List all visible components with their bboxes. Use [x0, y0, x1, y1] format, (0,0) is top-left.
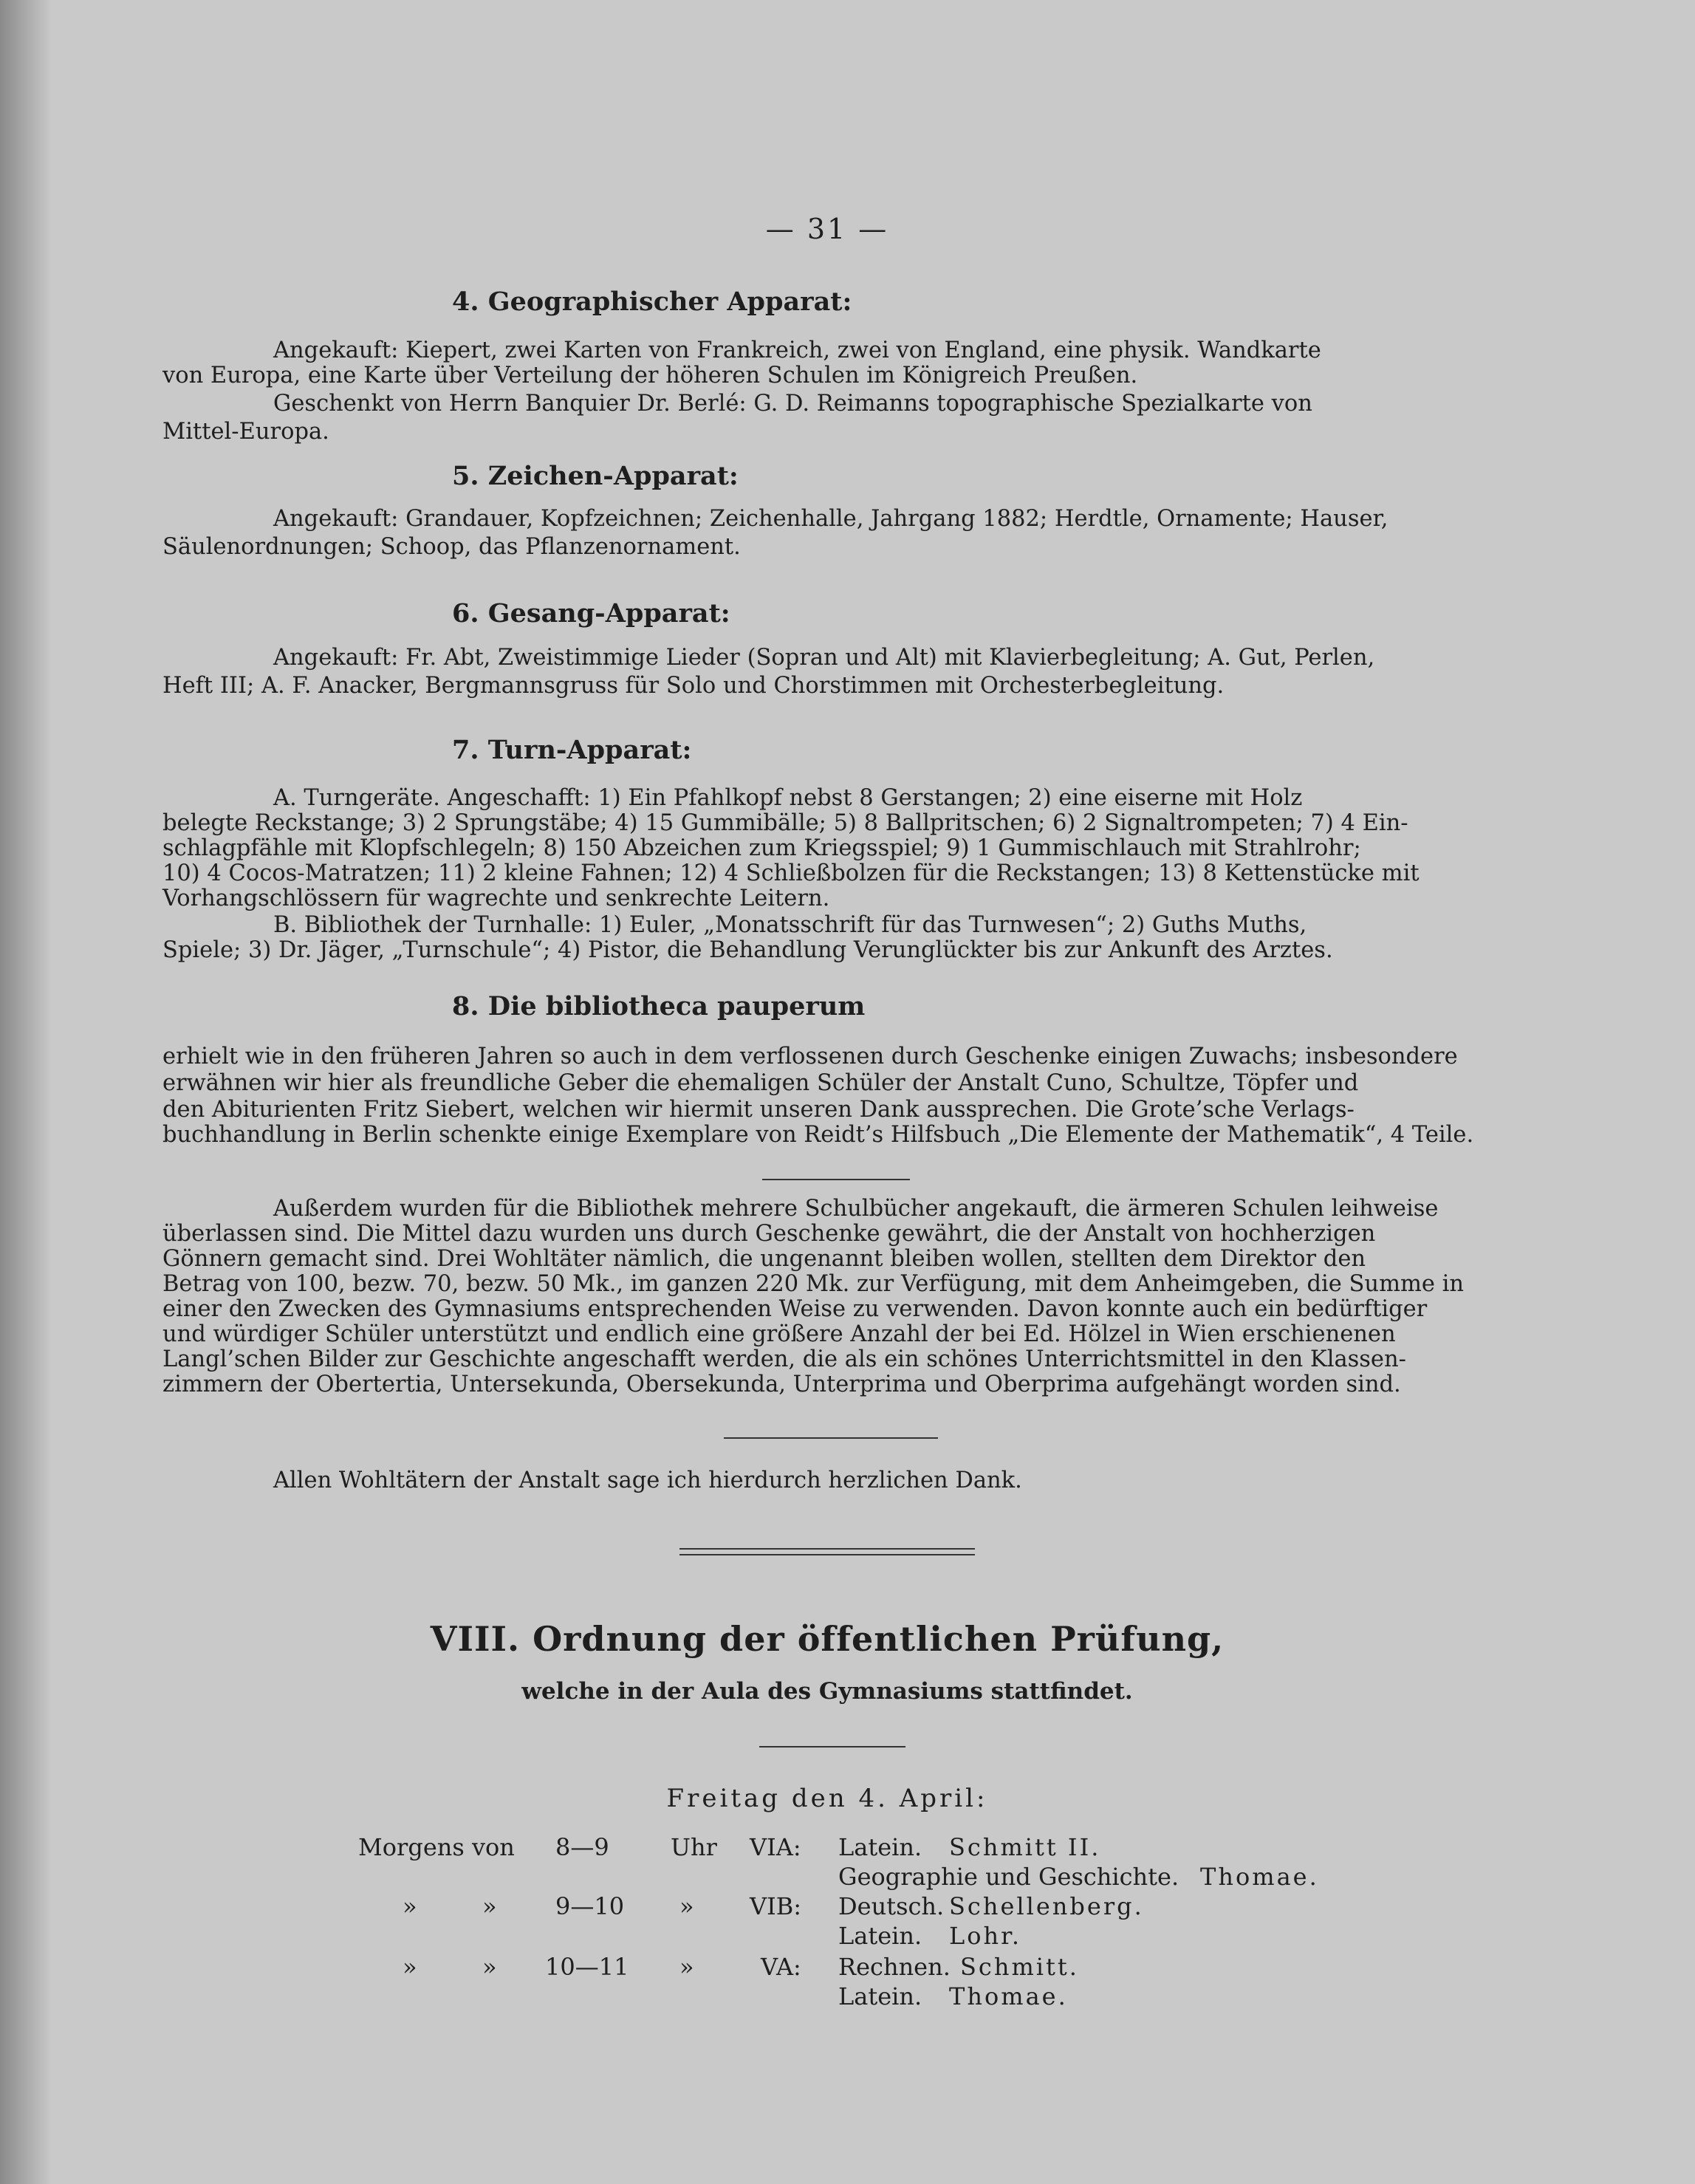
schedule-unit: »	[679, 1953, 694, 1981]
schedule-teacher: Schellenberg.	[949, 1892, 1144, 1920]
chapter-double-rule	[679, 1548, 975, 1555]
donation-line-8: zimmern der Obertertia, Untersekunda, Obersekunda, Unterprima und Oberprima aufgehängt worden sind.	[162, 1372, 1401, 1397]
schedule-row	[148, 1892, 1507, 1922]
page-edge-shadow	[0, 0, 52, 2184]
section-heading-turn-apparat: 7. Turn-Apparat:	[452, 735, 692, 765]
schedule-subject: Latein.	[838, 1833, 922, 1861]
donation-line-4: Betrag von 100, bezw. 70, bezw. 50 Mk., im ganzen 220 Mk. zur Verfügung, mit dem Anheimgeben, die Summe in	[162, 1271, 1465, 1297]
schedule-time: 9—10	[555, 1892, 625, 1920]
chapter-subtitle: welche in der Aula des Gymnasiums stattfindet.	[521, 1678, 1133, 1705]
donation-line-6: und würdiger Schüler unterstützt und endlich eine größere Anzahl der bei Ed. Hölzel in Wien erschienenen	[162, 1321, 1396, 1347]
schedule-subject: Geographie und Geschichte.	[838, 1863, 1179, 1891]
paragraph-turn-line-3: schlagpfähle mit Klopfschlegeln; 8) 150 Abzeichen zum Kriegsspiel; 9) 1 Gummischlauch mit Strahlrohr;	[162, 835, 1361, 861]
schedule-row	[148, 1833, 1507, 1863]
donation-line-5: einer den Zwecken des Gymnasiums entsprechenden Weise zu verwenden. Davon konnte auch ein bedürftiger	[162, 1296, 1428, 1322]
paragraph-geo-line-2: von Europa, eine Karte über Verteilung der höheren Schulen im Königreich Preußen.	[162, 363, 1138, 388]
schedule-time: 10—11	[545, 1953, 629, 1981]
schedule-class: VIB:	[750, 1892, 802, 1920]
schedule-class: VIA:	[750, 1833, 801, 1861]
separator-rule	[762, 1179, 910, 1180]
schedule-class: VA:	[761, 1953, 801, 1981]
section-heading-gesang-apparat: 6. Gesang-Apparat:	[452, 598, 730, 629]
schedule-unit: Uhr	[671, 1833, 717, 1861]
paragraph-geo-line-4: Mittel-Europa.	[162, 419, 329, 445]
paragraph-turn-line-5: Vorhangschlössern für wagrechte und senkrechte Leitern.	[162, 886, 830, 911]
paragraph-biblio-line-1: erhielt wie in den früheren Jahren so auch in dem verflossenen durch Geschenke einigen Zuwachs; insbesondere	[162, 1044, 1458, 1069]
paragraph-biblio-line-3: den Abiturienten Fritz Siebert, welchen wir hiermit unseren Dank aussprechen. Die Grote’sche Verlags-	[162, 1097, 1355, 1123]
paragraph-biblio-line-4: buchhandlung in Berlin schenkte einige Exemplare von Reidt’s Hilfsbuch „Die Elemente der Mathematik“, 4 Teile.	[162, 1122, 1474, 1148]
schedule-unit: »	[679, 1892, 694, 1920]
schedule-teacher: Thomae.	[949, 1982, 1068, 2010]
schedule-time: 8—9	[555, 1833, 609, 1861]
schedule-row	[148, 1863, 1507, 1892]
schedule-subject: Latein.	[838, 1922, 922, 1950]
schedule-prefix: »	[403, 1892, 417, 1920]
schedule-row	[148, 1922, 1507, 1951]
donation-line-7: Langl’schen Bilder zur Geschichte angeschafft werden, die als ein schönes Unterrichtsmittel in den Klassen-	[162, 1346, 1406, 1372]
section-heading-geographischer-apparat: 4. Geographischer Apparat:	[452, 287, 852, 317]
schedule-prefix-2: »	[482, 1892, 497, 1920]
schedule-subject: Rechnen.	[838, 1953, 951, 1981]
schedule-teacher: Lohr.	[949, 1922, 1022, 1950]
paragraph-zeichen-line-1: Angekauft: Grandauer, Kopfzeichnen; Zeichenhalle, Jahrgang 1882; Herdtle, Ornamente; Hauser,	[273, 506, 1388, 532]
schedule-row	[148, 1982, 1507, 2012]
section-heading-bibliotheca-pauperum: 8. Die bibliotheca pauperum	[452, 991, 866, 1021]
paragraph-zeichen-line-2: Säulenordnungen; Schoop, das Pflanzenornament.	[162, 534, 741, 560]
schedule-row	[148, 1953, 1507, 1982]
paragraph-gesang-line-1: Angekauft: Fr. Abt, Zweistimmige Lieder (Sopran und Alt) mit Klavierbegleitung; A. Gut, Perlen,	[273, 645, 1375, 671]
donation-line-1: Außerdem wurden für die Bibliothek mehrere Schulbücher angekauft, die ärmeren Schulen leihweise	[273, 1196, 1439, 1222]
chapter-title: VIII. Ordnung der öffentlichen Prüfung,	[430, 1619, 1225, 1659]
schedule-prefix: »	[403, 1953, 417, 1981]
paragraph-turn-line-6: B. Bibliothek der Turnhalle: 1) Euler, „Monatsschrift für das Turnwesen“; 2) Guths Muths,	[273, 912, 1307, 938]
schedule-prefix: Morgens von	[358, 1833, 515, 1861]
paragraph-turn-line-1: A. Turngeräte. Angeschafft: 1) Ein Pfahlkopf nebst 8 Gerstangen; 2) eine eiserne mit Holz	[273, 785, 1303, 811]
schedule-subject: Deutsch.	[838, 1892, 945, 1920]
schedule-teacher: Schmitt.	[960, 1953, 1079, 1981]
donation-line-3: Gönnern gemacht sind. Drei Wohltäter nämlich, die ungenannt bleiben wollen, stellten dem Direktor den	[162, 1246, 1366, 1272]
paragraph-gesang-line-2: Heft III; A. F. Anacker, Bergmannsgruss für Solo und Chorstimmen mit Orchesterbegleitung.	[162, 673, 1225, 699]
separator-rule-3	[759, 1746, 905, 1747]
schedule-teacher: Schmitt II.	[949, 1833, 1101, 1861]
donation-line-2: überlassen sind. Die Mittel dazu wurden uns durch Geschenke gewährt, die der Anstalt von hochherzigen	[162, 1221, 1376, 1247]
schedule-day-title: Freitag den 4. April:	[666, 1784, 988, 1813]
separator-rule-2	[724, 1437, 938, 1439]
thanks-line: Allen Wohltätern der Anstalt sage ich hierdurch herzlichen Dank.	[273, 1468, 1022, 1493]
paragraph-turn-line-4: 10) 4 Cocos-Matratzen; 11) 2 kleine Fahnen; 12) 4 Schließbolzen für die Reckstangen; 13) 8 Kettenstücke mit	[162, 860, 1420, 886]
page-number: — 31 —	[765, 213, 889, 245]
schedule-subject: Latein.	[838, 1982, 922, 2010]
paragraph-geo-line-1: Angekauft: Kiepert, zwei Karten von Frankreich, zwei von England, eine physik. Wandkarte	[273, 338, 1321, 363]
schedule-prefix-2: »	[482, 1953, 497, 1981]
document-page	[148, 0, 1507, 2184]
section-heading-zeichen-apparat: 5. Zeichen-Apparat:	[452, 461, 739, 491]
paragraph-turn-line-7: Spiele; 3) Dr. Jäger, „Turnschule“; 4) Pistor, die Behandlung Verunglückter bis zur Ankunft des Arztes.	[162, 937, 1333, 963]
paragraph-biblio-line-2: erwähnen wir hier als freundliche Geber die ehemaligen Schüler der Anstalt Cuno, Schultze, Töpfer und	[162, 1070, 1359, 1096]
paragraph-turn-line-2: belegte Reckstange; 3) 2 Sprungstäbe; 4) 15 Gummibälle; 5) 8 Ballpritschen; 6) 2 Signaltrompeten; 7) 4 Ein-	[162, 810, 1408, 836]
paragraph-geo-line-3: Geschenkt von Herrn Banquier Dr. Berlé: G. D. Reimanns topographische Spezialkarte von	[273, 391, 1312, 417]
schedule-teacher: Thomae.	[1200, 1863, 1319, 1891]
